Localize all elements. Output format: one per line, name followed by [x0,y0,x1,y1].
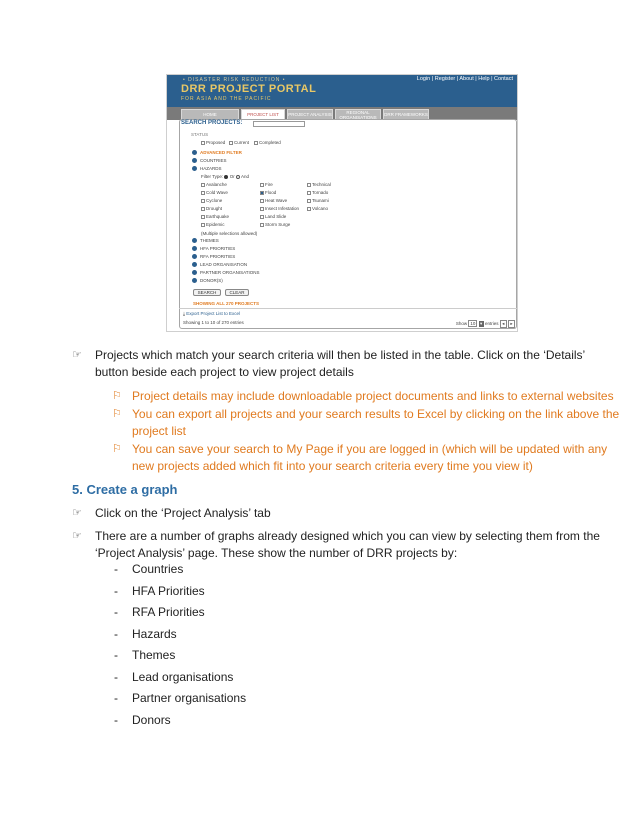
hazard-option[interactable]: Tsunami [307,198,329,203]
countries-label[interactable]: COUNTRIES [200,158,227,163]
expand-icon[interactable] [192,278,197,283]
hazard-option[interactable]: Drought [201,206,222,211]
flag-icon: ⚐ [112,443,122,455]
portal-screenshot [166,74,518,332]
tab-regional-organisations[interactable]: REGIONAL ORGANISATIONS [335,109,381,120]
filter-type: Filter Type: Or And [201,174,250,179]
hazard-option[interactable]: Technical [307,182,331,187]
checkbox[interactable] [201,191,205,195]
advanced-filter-label[interactable]: ADVANCED FILTER [200,150,242,155]
checkbox[interactable] [254,141,258,145]
multiple-note: (Multiple selections allowed) [201,231,258,236]
hazards-label[interactable]: HAZARDS [200,166,222,171]
checkbox[interactable] [201,141,205,145]
showing-entries: Showing 1 to 10 of 270 entries [183,320,244,325]
portal-logo: DRR PROJECT PORTAL [181,83,317,95]
checkbox[interactable] [201,183,205,187]
paragraph-line: ‘Project Analysis’ page. These show the number of DRR projects by: [95,546,458,560]
showing-all-label: SHOWING ALL 270 PROJECTS [193,301,260,306]
checkbox[interactable] [201,215,205,219]
status-proposed[interactable]: Proposed [201,140,225,145]
hazard-option[interactable]: Flood [260,190,276,195]
search-input[interactable] [253,121,305,127]
checkbox[interactable] [201,223,205,227]
paragraph-line: button beside each project to view project details [95,365,354,379]
themes-label[interactable]: THEMES [200,238,219,243]
prev-page-icon[interactable]: ◂ [500,320,507,328]
expand-icon[interactable] [192,158,197,163]
hazard-option[interactable]: Epidemic [201,222,225,227]
search-button[interactable]: SEARCH [193,289,221,296]
hazard-option[interactable]: Cold Wave [201,190,228,195]
checkbox[interactable] [229,141,233,145]
status-current[interactable]: Current [229,140,249,145]
next-page-icon[interactable]: ▸ [508,320,515,328]
hazard-option[interactable]: Earthquake [201,214,229,219]
sub-bullet-text: Project details may include downloadable project documents and links to external websites [132,389,614,403]
tab-project-list[interactable]: PROJECT LIST [241,109,285,120]
pointing-hand-icon: ☞ [72,530,82,542]
hazard-option[interactable]: Volcano [307,206,328,211]
checkbox[interactable] [307,207,311,211]
paragraph-line: Projects which match your search criteria will then be listed in the table. Click on the ‘Details’ [95,348,586,362]
dash-marker: - [114,691,118,705]
expand-icon[interactable] [192,238,197,243]
tab-project-analysis[interactable]: PROJECT ANALYSIS [287,109,333,120]
expand-icon[interactable] [192,150,197,155]
dash-marker: - [114,583,118,598]
checkbox[interactable] [260,207,264,211]
divider [179,308,517,309]
hfa-label[interactable]: HFA PRIORITIES [200,246,236,251]
list-item: HFA Priorities [132,583,205,598]
export-link[interactable]: ⤓ Export Project List to Excel [183,311,241,316]
donors-label[interactable]: DONOR(S) [200,278,223,283]
checkbox[interactable] [260,183,264,187]
top-links[interactable]: Login | Register | About | Help | Contact [416,76,513,82]
checkbox[interactable] [260,191,264,195]
pointing-hand-icon: ☞ [72,349,82,361]
select-arrow-icon[interactable]: ▾ [480,321,483,326]
sub-bullet-text: new projects added which fit into your search criteria every time you view it) [132,459,533,473]
expand-icon[interactable] [192,254,197,259]
list-item: Partner organisations [132,691,247,705]
sub-bullet-text: You can export all projects and your search results to Excel by clicking on the link above the [132,407,620,421]
list-item: Lead organisations [132,669,234,684]
hazard-option[interactable]: Fire [260,182,273,187]
entries-control: Show 10 ▾ entries ◂ ▸ [456,320,515,328]
expand-icon[interactable] [192,262,197,267]
lead-org-label[interactable]: LEAD ORGANISATION [200,262,248,267]
checkbox[interactable] [307,199,311,203]
banner-tag: • DISASTER RISK REDUCTION • [183,77,286,83]
expand-icon[interactable] [192,246,197,251]
dash-marker: - [114,626,118,641]
list-item: RFA Priorities [132,605,205,619]
expand-icon[interactable] [192,166,197,171]
expand-icon[interactable] [192,270,197,275]
portal-banner [167,75,517,107]
dash-marker: - [114,562,118,576]
hazard-option[interactable]: Cyclone [201,198,222,203]
dash-marker: - [114,669,118,684]
tab-drr-frameworks[interactable]: DRR FRAMEWORKS [383,109,429,120]
list-item: Themes [132,648,176,662]
hazard-option[interactable]: Avalanche [201,182,227,187]
paragraph-line: Click on the ‘Project Analysis’ tab [95,506,271,520]
radio-and-icon[interactable] [236,175,240,179]
hazard-option[interactable]: Tornado [307,190,328,195]
list-item: Hazards [132,626,177,641]
checkbox[interactable] [307,191,311,195]
sub-bullet-text: You can save your search to My Page if you are logged in (which will be updated with any [132,442,608,456]
flag-icon: ⚐ [112,408,122,420]
status-completed[interactable]: Completed [254,140,281,145]
partner-org-label[interactable]: PARTNER ORGANISATIONS [200,270,260,275]
hazard-option[interactable]: Storm Surge [260,222,290,227]
hazard-option[interactable]: Land Slide [260,214,286,219]
radio-or-icon[interactable] [224,175,228,179]
entries-select[interactable]: 10 [470,321,476,326]
rfa-label[interactable]: RFA PRIORITIES [200,254,236,259]
list-item: Countries [132,562,184,576]
checkbox[interactable] [260,199,264,203]
portal-logo-sub: FOR ASIA AND THE PACIFIC [181,96,272,102]
checkbox[interactable] [260,223,264,227]
sub-bullet-text: project list [132,424,187,438]
checkbox[interactable] [201,199,205,203]
search-title: SEARCH PROJECTS: [181,120,243,126]
status-label: STATUS [191,132,209,137]
dash-marker: - [114,648,118,662]
clear-button[interactable]: CLEAR [225,289,249,296]
hazard-option[interactable]: Insect Infestation [260,206,299,211]
checkbox[interactable] [260,215,264,219]
section-heading: 5. Create a graph [72,482,178,497]
hazard-option[interactable]: Heat Wave [260,198,287,203]
pointing-hand-icon: ☞ [72,507,82,519]
list-item: Donors [132,712,171,727]
dash-marker: - [114,605,118,619]
flag-icon: ⚐ [112,390,122,402]
checkbox[interactable] [201,207,205,211]
paragraph-line: There are a number of graphs already designed which you can view by selecting them from the [95,529,600,543]
tab-home[interactable]: HOME [181,109,239,120]
export-icon: ⤓ [183,311,185,316]
dash-marker: - [114,712,118,727]
checkbox[interactable] [307,183,311,187]
